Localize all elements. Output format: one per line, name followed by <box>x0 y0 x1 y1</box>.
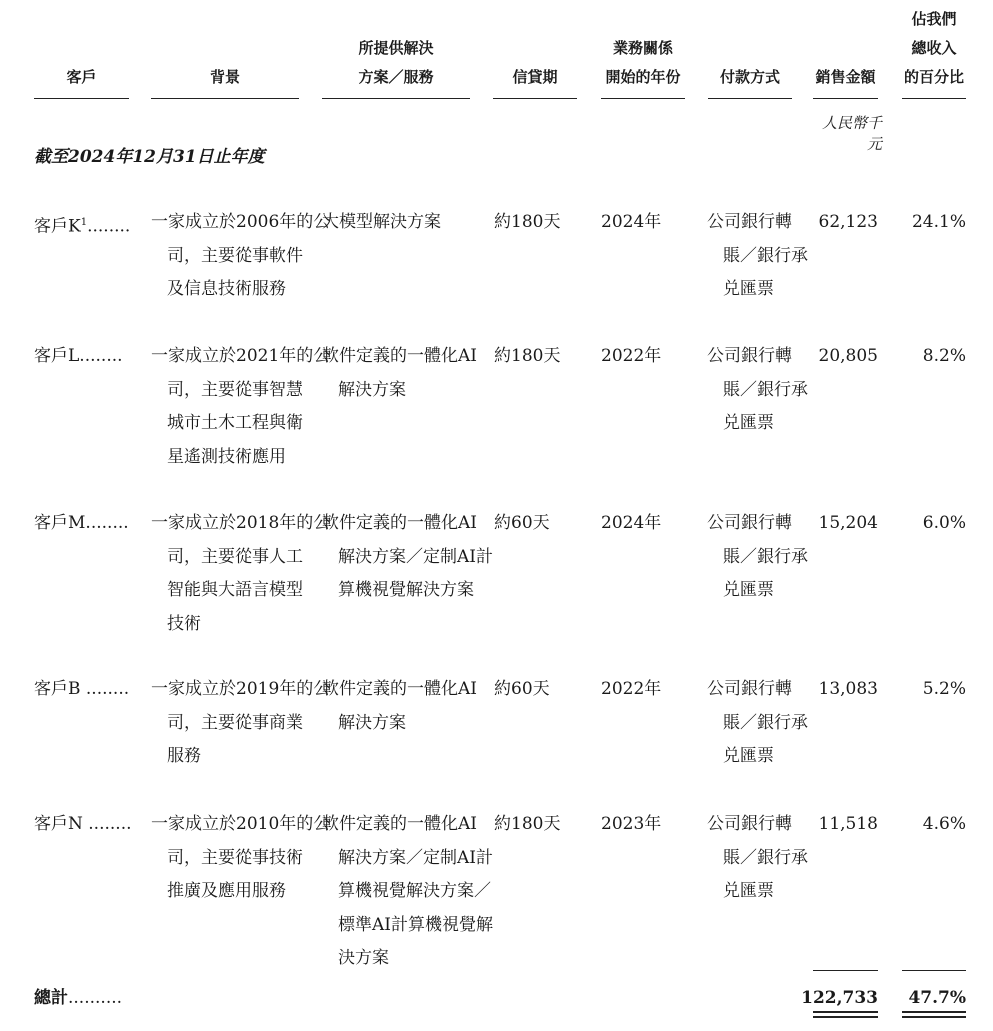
text-line: 司，主要從事智慧 <box>167 379 303 400</box>
header-underline <box>601 98 685 99</box>
relationship-start-year: 2023年 <box>601 814 662 834</box>
customer-name-text: 客戶B <box>34 679 81 699</box>
header-line: 業務關係 <box>612 39 673 57</box>
customer-name <box>34 673 129 707</box>
text-line: 推廣及應用服務 <box>167 881 286 901</box>
text-line: 賬／銀行承 <box>723 245 808 266</box>
text-line: 公司銀行轉 <box>707 346 792 366</box>
text-line: 星遙測技術應用 <box>167 446 286 467</box>
revenue-percentage: 6.0% <box>922 513 966 533</box>
header-line: 所提供解決 <box>358 39 434 57</box>
header-payment <box>708 63 792 92</box>
payment-method <box>707 507 807 608</box>
credit-period: 約180天 <box>494 212 561 232</box>
solution-description <box>322 206 492 240</box>
header-line: 開始的年份 <box>605 68 681 86</box>
text-line: 司，主要從事人工 <box>167 546 303 567</box>
customer-name-text: 客戶M <box>34 513 86 533</box>
header-line: 佔我們 <box>911 10 957 28</box>
text-line: 賬／銀行承 <box>723 379 808 400</box>
customer-name <box>34 206 130 244</box>
header-sales <box>813 63 878 92</box>
pct-total-double-rule <box>902 1011 966 1018</box>
sales-amount: 62,123 <box>818 212 878 232</box>
header-line: 付款方式 <box>719 68 780 86</box>
relationship-start-year: 2024年 <box>601 513 662 533</box>
text-line: 司，主要從事技術 <box>167 847 303 868</box>
solution-description <box>322 808 492 976</box>
text-line: 兑匯票 <box>723 279 774 299</box>
text-line: 賬／銀行承 <box>723 712 808 733</box>
text-line: 兑匯票 <box>723 413 774 433</box>
text-line: 大模型解決方案 <box>322 212 441 232</box>
revenue-percentage: 8.2% <box>922 346 966 366</box>
payment-method <box>707 808 807 909</box>
total-dots: .......... <box>68 988 123 1008</box>
customer-background <box>151 340 331 474</box>
text-line: 公司銀行轉 <box>707 212 792 232</box>
solution-description <box>322 507 492 608</box>
header-underline <box>708 98 792 99</box>
solution-description <box>322 673 492 740</box>
text-line: 解決方案／定制AI計 <box>338 847 493 868</box>
leader-dots: ........ <box>85 513 129 533</box>
total-label-text: 總計 <box>34 988 68 1008</box>
header-underline <box>151 98 299 99</box>
text-line: 公司銀行轉 <box>707 679 792 699</box>
text-line: 賬／銀行承 <box>723 847 808 868</box>
text-line: 決方案 <box>338 948 389 968</box>
text-line: 公司銀行轉 <box>707 513 792 533</box>
text-line: 一家成立於2021年的公 <box>151 346 331 366</box>
payment-method <box>707 206 807 307</box>
header-underline <box>813 98 878 99</box>
leader-dots: ........ <box>80 679 130 699</box>
text-line: 城市土木工程與衛 <box>167 413 303 433</box>
header-solution <box>322 34 470 92</box>
total-pct: 47.7% <box>908 988 966 1008</box>
header-underline <box>34 98 129 99</box>
credit-period: 約60天 <box>494 679 550 699</box>
sales-total-double-rule <box>813 1011 878 1018</box>
customer-name-text: 客戶L <box>34 346 80 366</box>
total-label <box>34 982 122 1016</box>
text-line: 兑匯票 <box>723 881 774 901</box>
unit-label: 人民幣千元 <box>821 114 882 153</box>
text-line: 算機視覺解決方案 <box>338 580 474 600</box>
header-underline <box>493 98 577 99</box>
relationship-start-year: 2022年 <box>601 679 662 699</box>
customer-background <box>151 808 331 909</box>
header-line: 客戶 <box>66 68 97 86</box>
sales-amount: 20,805 <box>818 346 878 366</box>
header-credit <box>493 63 577 92</box>
text-line: 軟件定義的一體化AI <box>322 679 477 699</box>
header-line: 信貸期 <box>512 68 558 86</box>
leader-dots: ........ <box>87 216 131 237</box>
text-line: 一家成立於2006年的公 <box>151 212 331 232</box>
header-underline <box>902 98 966 99</box>
text-line: 兑匯票 <box>723 580 774 600</box>
text-line: 服務 <box>167 746 201 766</box>
text-line: 軟件定義的一體化AI <box>322 513 477 533</box>
header-line: 銷售金額 <box>815 68 876 86</box>
text-line: 解決方案 <box>338 379 406 400</box>
text-line: 標準AI計算機視覺解 <box>338 914 493 935</box>
header-background <box>151 63 299 92</box>
credit-period: 約180天 <box>494 346 561 366</box>
header-line: 方案／服務 <box>358 68 434 86</box>
payment-method <box>707 340 807 441</box>
customer-background <box>151 206 331 307</box>
customer-name <box>34 808 132 842</box>
text-line: 一家成立於2018年的公 <box>151 513 331 533</box>
header-line: 背景 <box>209 68 240 86</box>
text-line: 司，主要從事商業 <box>167 712 303 733</box>
revenue-percentage: 4.6% <box>922 814 966 834</box>
customer-name <box>34 507 129 541</box>
text-line: 智能與大語言模型 <box>167 580 303 600</box>
customer-name-text: 客戶N <box>34 814 83 834</box>
revenue-percentage: 24.1% <box>911 212 966 232</box>
footnote-marker: 1 <box>80 217 88 228</box>
relationship-start-year: 2022年 <box>601 346 662 366</box>
payment-method <box>707 673 807 774</box>
sales-amount: 13,083 <box>818 679 878 699</box>
period-heading: 截至2024年12月31日止年度 <box>34 147 265 167</box>
header-customer <box>34 63 129 92</box>
revenue-percentage: 5.2% <box>922 679 966 699</box>
sales-amount: 11,518 <box>818 814 878 834</box>
sales-amount: 15,204 <box>818 513 878 533</box>
text-line: 及信息技術服務 <box>167 279 286 299</box>
credit-period: 約60天 <box>494 513 550 533</box>
header-line: 的百分比 <box>903 68 964 86</box>
customer-name-text: 客戶K <box>34 216 81 237</box>
text-line: 賬／銀行承 <box>723 546 808 567</box>
header-pct <box>902 5 966 92</box>
sales-subtotal-rule <box>813 970 878 971</box>
relationship-start-year: 2024年 <box>601 212 662 232</box>
header-start-year <box>601 34 685 92</box>
customer-background <box>151 673 331 774</box>
text-line: 算機視覺解決方案／ <box>338 881 491 901</box>
text-line: 軟件定義的一體化AI <box>322 814 477 834</box>
pct-subtotal-rule <box>902 970 966 971</box>
leader-dots: ........ <box>82 814 132 834</box>
total-sales: 122,733 <box>801 988 878 1008</box>
header-underline <box>322 98 470 99</box>
text-line: 軟件定義的一體化AI <box>322 346 477 366</box>
text-line: 一家成立於2010年的公 <box>151 814 331 834</box>
leader-dots: ........ <box>79 346 123 366</box>
solution-description <box>322 340 492 407</box>
customer-background <box>151 507 331 641</box>
header-line: 總收入 <box>911 39 957 57</box>
text-line: 解決方案 <box>338 712 406 733</box>
text-line: 公司銀行轉 <box>707 814 792 834</box>
text-line: 解決方案／定制AI計 <box>338 546 493 567</box>
credit-period: 約180天 <box>494 814 561 834</box>
text-line: 一家成立於2019年的公 <box>151 679 331 699</box>
text-line: 司，主要從事軟件 <box>167 245 303 266</box>
text-line: 技術 <box>167 613 201 634</box>
customer-name <box>34 340 123 374</box>
text-line: 兑匯票 <box>723 746 774 766</box>
